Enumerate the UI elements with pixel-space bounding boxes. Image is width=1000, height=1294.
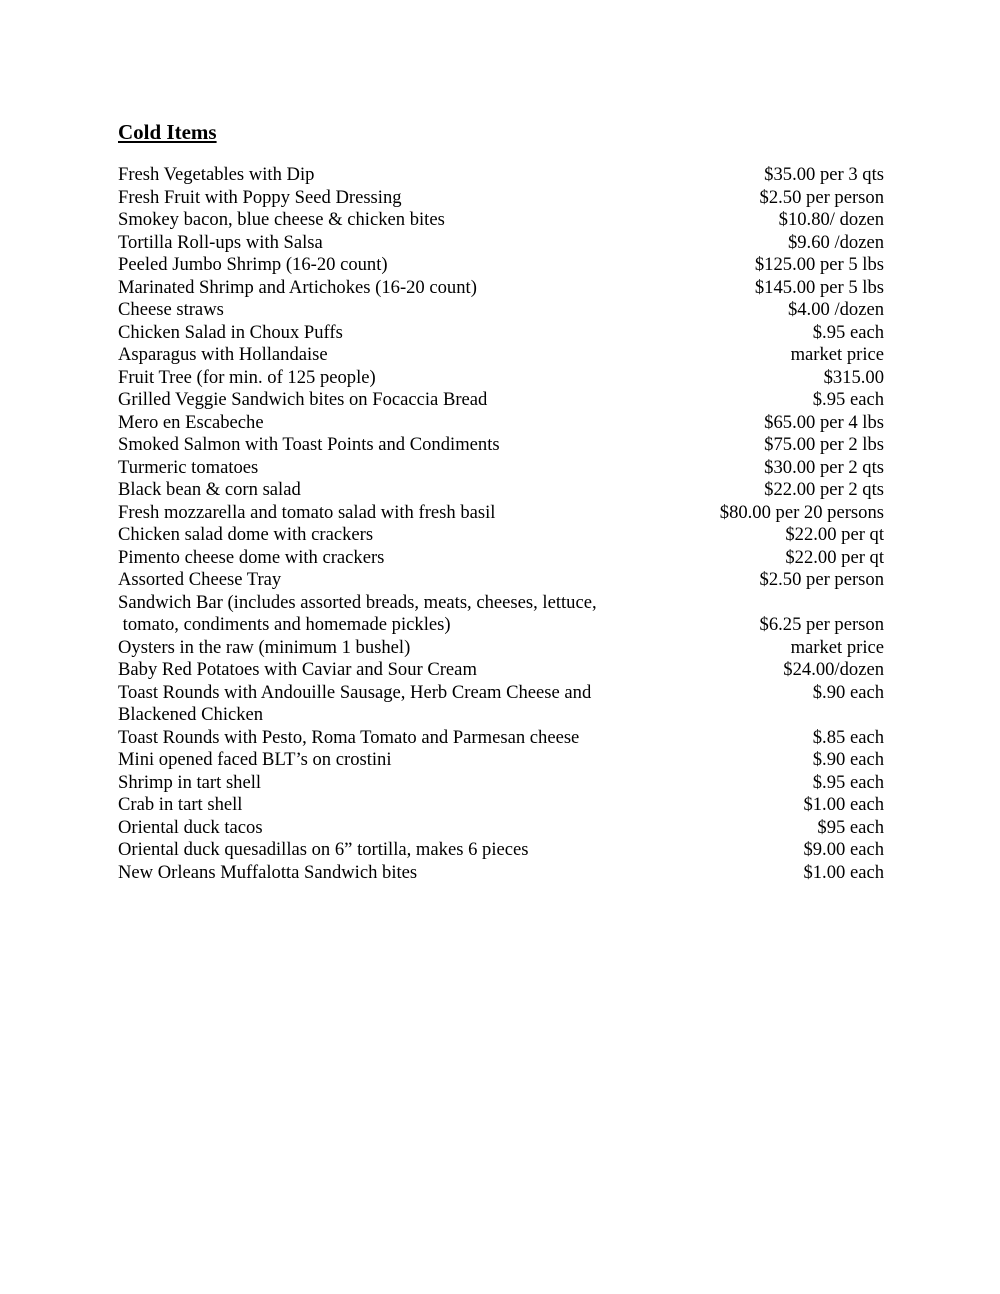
item-name: Smoked Salmon with Toast Points and Condiments xyxy=(118,434,500,455)
item-name: Marinated Shrimp and Artichokes (16-20 count) xyxy=(118,276,477,298)
item-name: Chicken Salad in Choux Puffs xyxy=(118,321,343,343)
menu-item xyxy=(118,524,884,547)
menu-item xyxy=(118,637,884,660)
menu-item xyxy=(118,479,884,502)
item-name: Fresh Vegetables with Dip xyxy=(118,164,315,185)
menu-item xyxy=(118,389,884,412)
item-price: $.90 each xyxy=(812,681,884,703)
menu-item xyxy=(118,659,884,682)
menu-item xyxy=(118,682,884,727)
menu-item xyxy=(118,592,884,637)
item-price: $22.00 per qt xyxy=(785,524,884,545)
item-price: $.90 each xyxy=(812,749,884,770)
item-name: Oriental duck quesadillas on 6” tortilla, makes 6 pieces xyxy=(118,839,529,860)
item-name: Shrimp in tart shell xyxy=(118,771,262,793)
menu-item xyxy=(118,209,884,232)
menu-item xyxy=(118,232,884,255)
item-price: $2.50 per person xyxy=(759,569,884,590)
menu-item xyxy=(118,187,884,210)
menu-item xyxy=(118,367,884,390)
item-name: Pimento cheese dome with crackers xyxy=(118,546,385,568)
menu-item xyxy=(118,862,884,885)
item-name: Baby Red Potatoes with Caviar and Sour Cream xyxy=(118,659,477,680)
item-price: $22.00 per qt xyxy=(785,546,884,568)
item-price: $2.50 per person xyxy=(759,186,884,208)
menu-item xyxy=(118,299,884,322)
menu-item xyxy=(118,502,884,525)
item-name: Mini opened faced BLT’s on crostini xyxy=(118,749,392,770)
menu-page xyxy=(118,118,884,884)
menu-item xyxy=(118,164,884,187)
menu-item xyxy=(118,344,884,367)
item-price: $95 each xyxy=(817,816,884,838)
item-price: $.85 each xyxy=(812,726,884,748)
item-price: $30.00 per 2 qts xyxy=(764,456,884,478)
item-name-line: Sandwich Bar (includes assorted breads, meats, cheeses, lettuce, xyxy=(118,591,597,613)
item-name: Oysters in the raw (minimum 1 bushel) xyxy=(118,636,411,658)
item-price: $1.00 each xyxy=(803,861,884,883)
item-name: Oriental duck tacos xyxy=(118,816,263,838)
item-price: $4.00 /dozen xyxy=(787,299,884,320)
menu-item xyxy=(118,772,884,795)
item-name: Fruit Tree (for min. of 125 people) xyxy=(118,366,376,388)
item-price: $6.25 per person xyxy=(759,614,884,635)
item-price: $75.00 per 2 lbs xyxy=(764,434,884,455)
item-price: $145.00 per 5 lbs xyxy=(754,276,884,298)
item-name: Fresh Fruit with Poppy Seed Dressing xyxy=(118,186,402,208)
section-title: Cold Items xyxy=(118,120,217,144)
item-price: $.95 each xyxy=(812,389,884,410)
item-price: $65.00 per 4 lbs xyxy=(764,411,884,433)
menu-item xyxy=(118,434,884,457)
item-name xyxy=(118,592,748,637)
item-name: Crab in tart shell xyxy=(118,794,243,815)
item-price: $.95 each xyxy=(812,771,884,793)
item-name: Black bean & corn salad xyxy=(118,479,301,500)
item-name: Chicken salad dome with crackers xyxy=(118,524,374,545)
item-name: Cheese straws xyxy=(118,299,224,320)
item-price: $9.60 /dozen xyxy=(787,231,884,253)
item-price: $80.00 per 20 persons xyxy=(719,501,884,523)
item-price: $315.00 xyxy=(823,366,884,388)
item-price: $22.00 per 2 qts xyxy=(764,479,884,500)
menu-item xyxy=(118,322,884,345)
menu-item xyxy=(118,547,884,570)
menu-item xyxy=(118,794,884,817)
item-name: Toast Rounds with Pesto, Roma Tomato and Parmesan cheese xyxy=(118,726,580,748)
item-name: Mero en Escabeche xyxy=(118,411,264,433)
item-price: $10.80/ dozen xyxy=(778,209,884,230)
item-name: Turmeric tomatoes xyxy=(118,456,259,478)
menu-item xyxy=(118,254,884,277)
item-name: Asparagus with Hollandaise xyxy=(118,344,328,365)
item-price: $125.00 per 5 lbs xyxy=(754,254,884,275)
item-price: $24.00/dozen xyxy=(783,659,884,680)
menu-item xyxy=(118,839,884,862)
item-name: New Orleans Muffalotta Sandwich bites xyxy=(118,861,418,883)
item-price: market price xyxy=(790,636,884,658)
menu-item xyxy=(118,457,884,480)
item-name: Tortilla Roll-ups with Salsa xyxy=(118,231,323,253)
item-price: $.95 each xyxy=(812,321,884,343)
menu-item xyxy=(118,727,884,750)
item-name xyxy=(118,682,801,727)
item-price: market price xyxy=(790,344,884,365)
item-name: Grilled Veggie Sandwich bites on Focaccia Bread xyxy=(118,389,488,410)
item-name-line: Blackened Chicken xyxy=(118,704,264,725)
item-name-line: Toast Rounds with Andouille Sausage, Herb Cream Cheese and xyxy=(118,681,592,703)
item-price: $9.00 each xyxy=(803,839,884,860)
item-name: Peeled Jumbo Shrimp (16-20 count) xyxy=(118,254,388,275)
item-name: Fresh mozzarella and tomato salad with fresh basil xyxy=(118,501,496,523)
item-price: $1.00 each xyxy=(803,794,884,815)
menu-list xyxy=(118,164,884,884)
item-name-line: tomato, condiments and homemade pickles) xyxy=(118,614,451,635)
menu-item xyxy=(118,817,884,840)
menu-item xyxy=(118,749,884,772)
menu-item xyxy=(118,412,884,435)
item-name: Assorted Cheese Tray xyxy=(118,569,282,590)
menu-item xyxy=(118,569,884,592)
menu-item xyxy=(118,277,884,300)
item-price: $35.00 per 3 qts xyxy=(764,164,884,185)
item-name: Smokey bacon, blue cheese & chicken bites xyxy=(118,209,445,230)
